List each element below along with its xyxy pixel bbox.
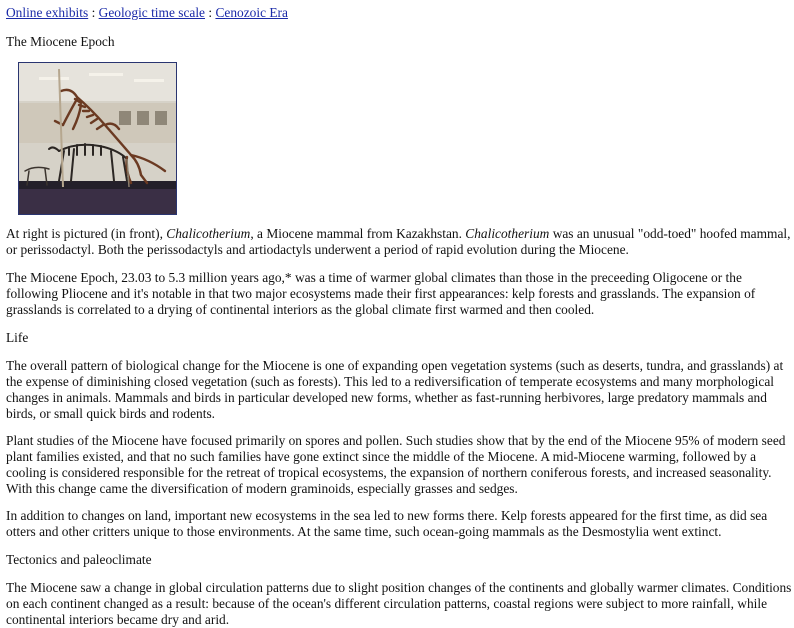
- caption-text: was an unusual "odd-toed" hoofed mammal, or perissodactyl. Both the perissodactyls and artiodactyls underwent a period of rapid evolution during the Miocene.: [6, 226, 791, 257]
- tectonics-paragraph-1: The Miocene saw a change in global circulation patterns due to slight position changes of the continents and globally warmer climates. Conditions on each continent changed as a result: because of the ocean's different circulation patterns, coastal regions were subject to more rainfall, while continental interiors became dry and arid.: [6, 580, 792, 627]
- intro-paragraph: The Miocene Epoch, 23.03 to 5.3 million years ago,* was a time of warmer global climates than those in the preceeding Oligocene or the following Pliocene and it's notable in that two major ecosystems made their first appearances: kelp forests and grasslands. The expansion of grasslands is correlated to a drying of continental interiors as the global climate first warmed and then cooled.: [6, 270, 756, 317]
- life-paragraph-1: The overall pattern of biological change for the Miocene is one of expanding open vegetation systems (such as deserts, tundra, and grasslands) at the expense of diminishing closed vegetation (such as forests). This led to a rediversification of temperate ecosystems and many morphological changes in animals. Mammals and birds in particular developed new forms, whether as fast-running herbivores, large predatory mammals and birds, or small quick birds and rodents.: [6, 358, 784, 421]
- breadcrumb-link-online-exhibits[interactable]: Online exhibits: [6, 5, 89, 20]
- life-paragraph-2: Plant studies of the Miocene have focused primarily on spores and pollen. Such studies show that by the end of the Miocene 95% of modern seed plant families existed, and that no such families have gone extinct since the middle of the Miocene. A mid-Miocene warming, followed by a cooling is considered responsible for the retreat of tropical ecosystems, the expansion of northern coniferous forests, and increased seasonality. With this change came the diversification of modern graminoids, especially grasses and sedges.: [6, 433, 786, 496]
- breadcrumb: [6, 5, 288, 21]
- breadcrumb-separator: :: [91, 5, 96, 20]
- breadcrumb-separator: :: [208, 5, 213, 20]
- section-heading-tectonics: Tectonics and paleoclimate: [6, 552, 152, 567]
- caption-text: , a Miocene mammal from Kazakhstan.: [250, 226, 466, 241]
- breadcrumb-link-cenozoic-era[interactable]: Cenozoic Era: [215, 5, 288, 20]
- page-title: The Miocene Epoch: [6, 34, 115, 49]
- caption-paragraph: [6, 226, 792, 258]
- caption-text: At right is pictured (in front),: [6, 226, 167, 241]
- taxon-name: Chalicotherium: [166, 226, 251, 241]
- breadcrumb-link-geologic-time-scale[interactable]: Geologic time scale: [98, 5, 205, 20]
- life-paragraph-3: In addition to changes on land, important new ecosystems in the sea led to new forms there. Kelp forests appeared for the first time, as did sea otters and other critters unique to those environments. At the same time, such ocean-going mammals as the Desmostylia went extinct.: [6, 508, 768, 539]
- chalicotherium-skeleton-photo: [18, 62, 177, 215]
- taxon-name: Chalicotherium: [465, 226, 550, 241]
- section-heading-life: Life: [6, 330, 29, 345]
